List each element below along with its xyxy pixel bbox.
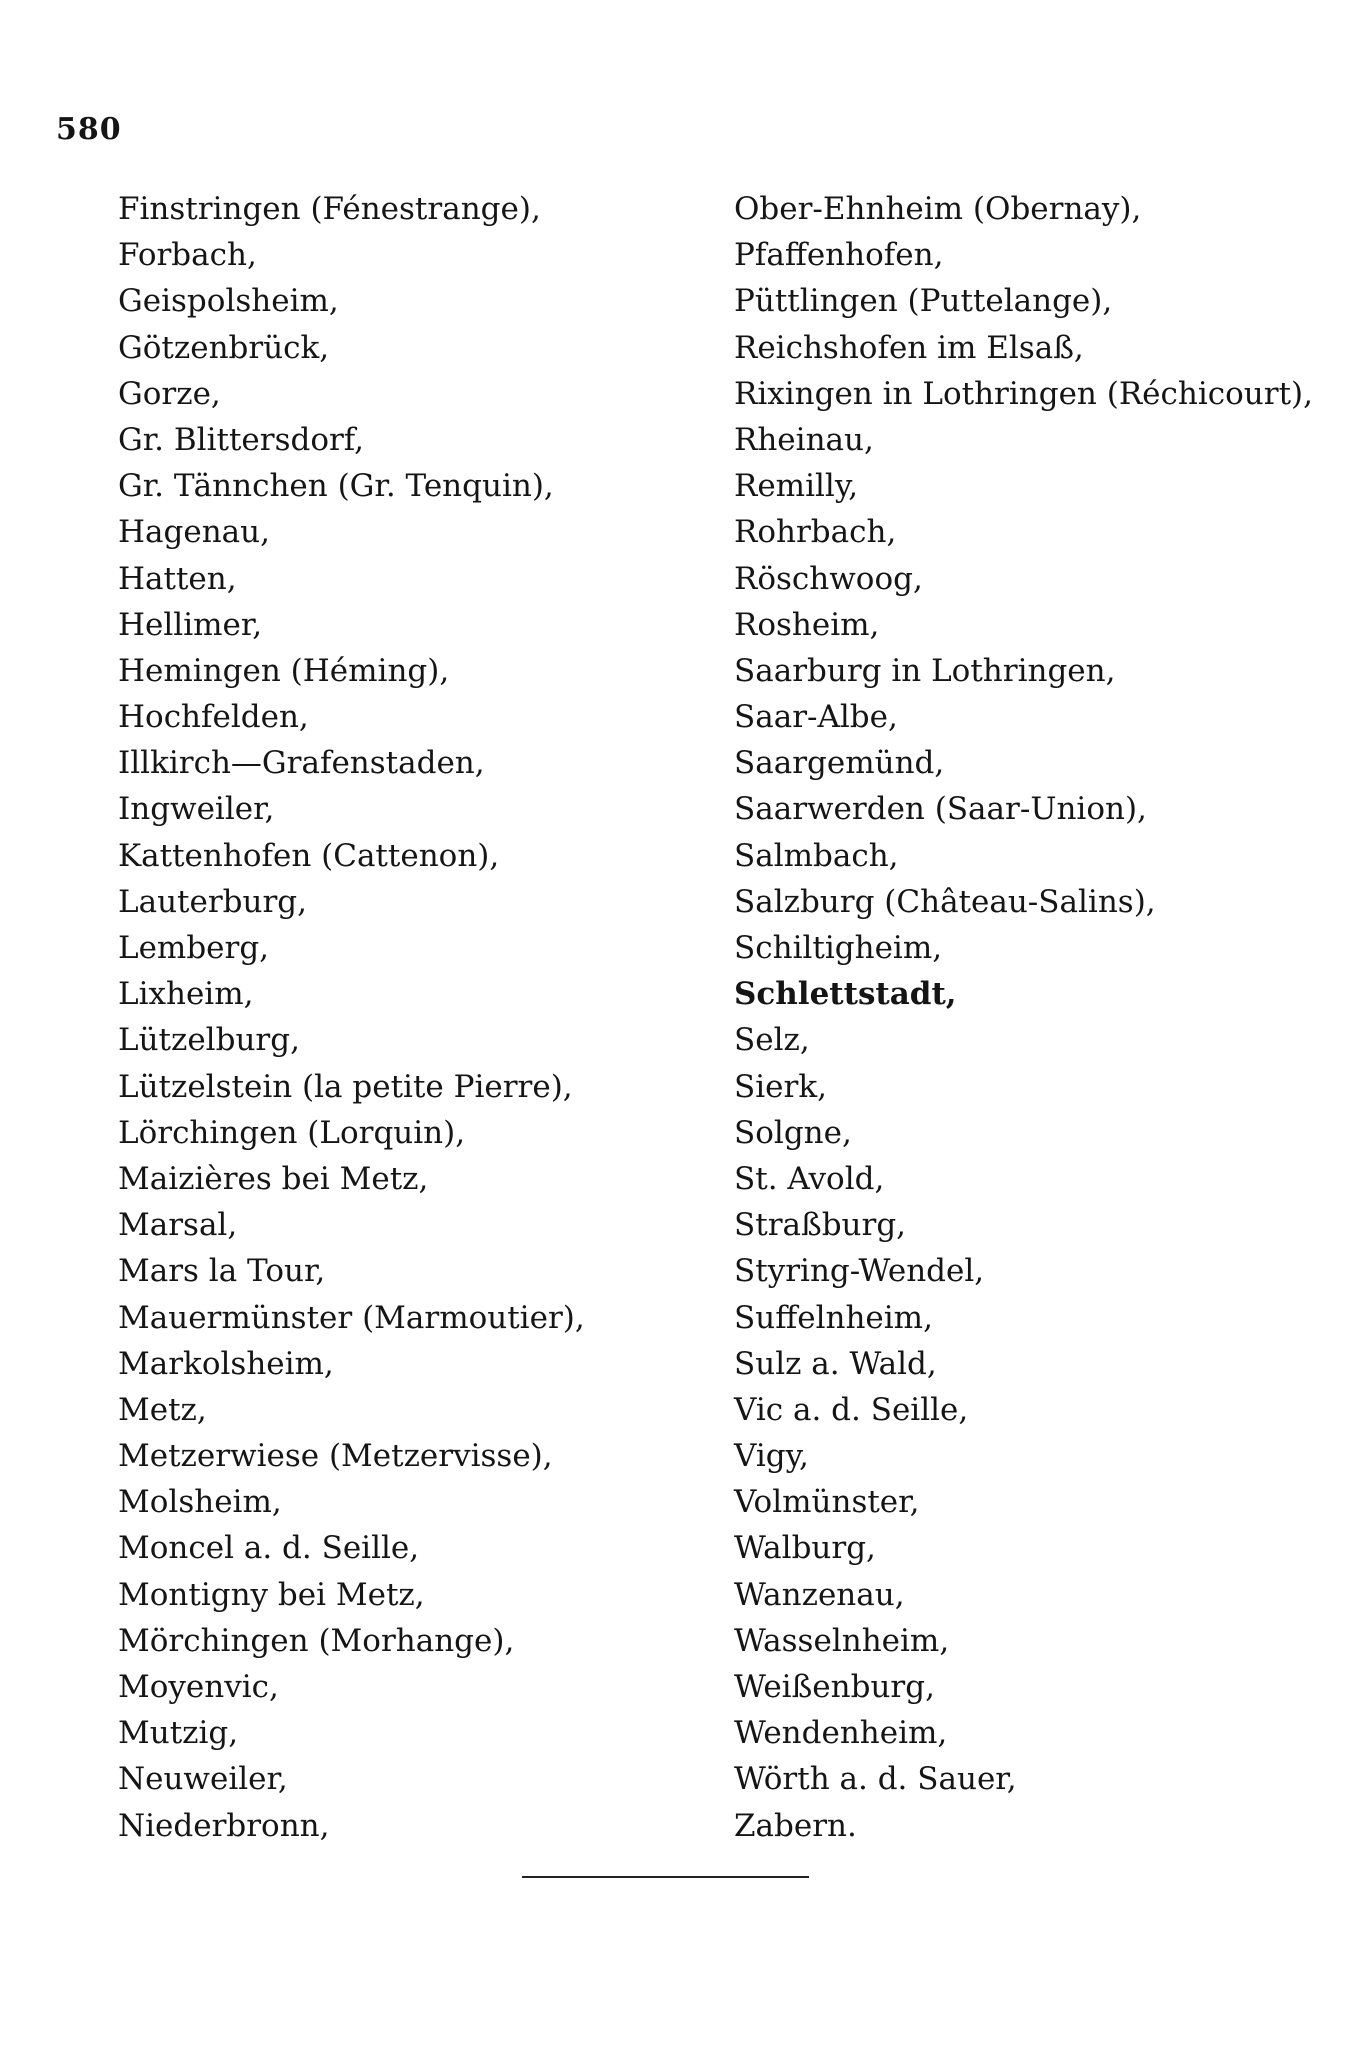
end-rule-divider xyxy=(522,1876,809,1878)
place-entry: Markolsheim, xyxy=(118,1345,334,1382)
place-entry: Hagenau, xyxy=(118,514,270,551)
place-entry: Gorze, xyxy=(118,375,221,412)
place-entry: Lixheim, xyxy=(118,976,254,1013)
place-list-left-column xyxy=(118,186,678,1849)
place-entry: Wendenheim, xyxy=(734,1715,948,1752)
place-entry: Rosheim, xyxy=(734,606,880,643)
place-entry: Gr. Tännchen (Gr. Tenquin), xyxy=(118,468,554,505)
place-entry: Remilly, xyxy=(734,468,859,505)
place-entry: Mörchingen (Morhange), xyxy=(118,1622,515,1659)
page-number: 580 xyxy=(56,112,122,147)
place-entry: Wasselnheim, xyxy=(734,1622,950,1659)
place-entry: Mutzig, xyxy=(118,1715,239,1752)
place-entry: Mars la Tour, xyxy=(118,1253,326,1290)
place-entry: Gr. Blittersdorf, xyxy=(118,421,365,458)
place-entry: Röschwoog, xyxy=(734,560,923,597)
place-entry: Marsal, xyxy=(118,1207,238,1244)
place-entry: Suffelnheim, xyxy=(734,1299,933,1336)
place-entry: Lörchingen (Lorquin), xyxy=(118,1114,466,1151)
place-entry: Saargemünd, xyxy=(734,745,945,782)
place-entry: Solgne, xyxy=(734,1114,852,1151)
place-entry: Selz, xyxy=(734,1022,810,1059)
place-entry: Lützelstein (la petite Pierre), xyxy=(118,1068,573,1105)
place-entry: Neuweiler, xyxy=(118,1761,288,1798)
place-entry: Rohrbach, xyxy=(734,514,897,551)
place-entry: Reichshofen im Elsaß, xyxy=(734,329,1084,366)
place-entry: Kattenhofen (Cattenon), xyxy=(118,837,500,874)
place-entry: Vic a. d. Seille, xyxy=(734,1391,969,1428)
place-entry: Ober-Ehnheim (Obernay), xyxy=(734,191,1142,227)
place-entry: Geispolsheim, xyxy=(118,283,339,320)
place-entry: Metz, xyxy=(118,1391,207,1428)
place-entry: Molsheim, xyxy=(118,1484,282,1521)
place-entry: Lauterburg, xyxy=(118,883,307,920)
place-entry: Rixingen in Lothringen (Réchicourt), xyxy=(734,375,1313,412)
place-entry: Styring-Wendel, xyxy=(734,1253,985,1290)
place-entry: Maizières bei Metz, xyxy=(118,1160,429,1197)
place-entry: Saarburg in Lothringen, xyxy=(734,652,1116,689)
place-entry: Saar-Albe, xyxy=(734,699,898,736)
place-entry: Wörth a. d. Sauer, xyxy=(734,1761,1017,1798)
place-entry: Sierk, xyxy=(734,1068,827,1105)
place-entry: Hemingen (Héming), xyxy=(118,652,450,689)
place-entry: Hellimer, xyxy=(118,606,263,643)
place-entry: Pfaffenhofen, xyxy=(734,237,944,274)
place-entry: Moncel a. d. Seille, xyxy=(118,1530,420,1567)
place-entry: Montigny bei Metz, xyxy=(118,1576,425,1613)
place-entry: Finstringen (Fénestrange), xyxy=(118,191,541,227)
place-entry: Götzenbrück, xyxy=(118,329,330,366)
place-entry: Hochfelden, xyxy=(118,699,309,736)
place-entry: Metzerwiese (Metzervisse), xyxy=(118,1438,553,1475)
place-entry: Schlettstadt, xyxy=(734,976,957,1013)
place-entry: Wanzenau, xyxy=(734,1576,905,1613)
place-entry: Lemberg, xyxy=(118,930,270,966)
place-entry: Forbach, xyxy=(118,237,257,274)
place-entry: Niederbronn, xyxy=(118,1807,330,1844)
place-entry: Salmbach, xyxy=(734,837,899,874)
place-list-right-column xyxy=(734,186,1334,1849)
place-entry: Walburg, xyxy=(734,1530,876,1567)
place-entry: Volmünster, xyxy=(734,1484,920,1521)
place-entry: Straßburg, xyxy=(734,1207,907,1244)
place-entry: Püttlingen (Puttelange), xyxy=(734,283,1113,320)
place-entry: Moyenvic, xyxy=(118,1669,279,1705)
place-entry: Rheinau, xyxy=(734,421,874,458)
place-entry: St. Avold, xyxy=(734,1160,885,1197)
place-entry: Sulz a. Wald, xyxy=(734,1345,937,1382)
place-entry: Illkirch—Grafenstaden, xyxy=(118,745,485,782)
place-entry: Ingweiler, xyxy=(118,791,275,828)
place-entry: Weißenburg, xyxy=(734,1669,935,1705)
place-entry: Saarwerden (Saar-Union), xyxy=(734,791,1147,828)
place-entry: Vigy, xyxy=(734,1438,809,1475)
place-entry: Zabern. xyxy=(734,1807,857,1844)
place-entry: Schiltigheim, xyxy=(734,930,943,966)
place-entry: Mauermünster (Marmoutier), xyxy=(118,1299,585,1336)
place-entry: Hatten, xyxy=(118,560,237,597)
place-entry: Lützelburg, xyxy=(118,1022,300,1059)
place-entry: Salzburg (Château-Salins), xyxy=(734,883,1156,920)
